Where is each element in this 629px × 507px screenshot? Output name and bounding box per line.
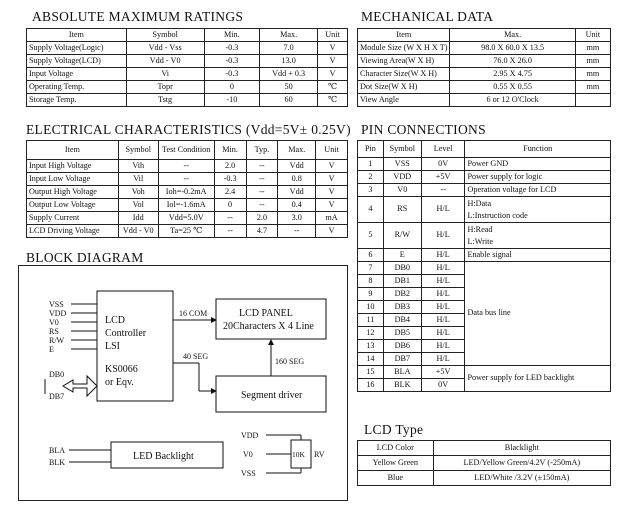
table-cell: V xyxy=(316,173,348,186)
table-cell: V xyxy=(316,186,348,199)
table-cell: Vdd xyxy=(278,160,316,173)
table-row xyxy=(358,171,611,184)
table-row xyxy=(27,160,348,173)
blk-label: BLK xyxy=(49,458,65,467)
table-cell: 16 xyxy=(358,379,384,392)
v0-label: V0 xyxy=(243,450,253,459)
table-cell: LCD Driving Voltage xyxy=(27,225,119,238)
table-cell: 0V xyxy=(421,158,465,171)
table-cell: Min. xyxy=(204,29,260,42)
vss-label: VSS xyxy=(241,469,256,478)
table-cell: 1 xyxy=(358,158,384,171)
table-row xyxy=(358,68,611,81)
table-row xyxy=(27,68,348,81)
table-cell: 11 xyxy=(358,314,384,327)
pins-table xyxy=(357,140,611,392)
table-cell: 2.95 X 4.75 xyxy=(450,68,575,81)
table-cell: Test Condition xyxy=(158,141,214,160)
in-vdd: VDD xyxy=(49,309,67,318)
table-cell: Min. xyxy=(214,141,246,160)
table-cell: DB0 xyxy=(383,262,421,275)
table-cell: -- xyxy=(421,184,465,197)
table-cell: Item xyxy=(27,141,119,160)
table-cell: 10 xyxy=(358,301,384,314)
table-cell: V0 xyxy=(383,184,421,197)
table-row xyxy=(358,184,611,197)
table-cell: Supply Voltage(Logic) xyxy=(27,42,127,55)
pin-function-line: L:Write xyxy=(467,236,494,246)
table-row xyxy=(358,223,611,249)
ctrl-line2: Controller xyxy=(105,328,147,339)
mechanical-table xyxy=(357,28,611,107)
table-cell: 6 xyxy=(358,249,384,262)
lcdtype-table xyxy=(357,440,611,486)
table-cell: V xyxy=(316,160,348,173)
table-cell: Blue xyxy=(358,471,434,486)
table-cell: Symbol xyxy=(118,141,158,160)
pins-title: PIN CONNECTIONS xyxy=(361,122,486,137)
table-cell: V xyxy=(316,225,348,238)
table-cell: Unit xyxy=(316,141,348,160)
table-cell: 15 xyxy=(358,366,384,379)
pot-label: 10K xyxy=(292,450,305,459)
table-cell: 0.4 xyxy=(278,199,316,212)
table-cell: 98.0 X 60.0 X 13.5 xyxy=(450,42,575,55)
table-cell: 2.4 xyxy=(214,186,246,199)
pin-function-line: Power GND xyxy=(467,158,509,168)
table-cell: 3.0 xyxy=(278,212,316,225)
table-cell: DB1 xyxy=(383,275,421,288)
bla-label: BLA xyxy=(49,446,65,455)
table-cell: H/L xyxy=(421,262,465,275)
header-row xyxy=(358,29,611,42)
pin-function xyxy=(465,197,611,223)
table-cell: DB7 xyxy=(383,353,421,366)
header-row xyxy=(27,29,348,42)
table-cell: -10 xyxy=(204,94,260,107)
table-cell: DB6 xyxy=(383,340,421,353)
in-rs: RS xyxy=(49,327,59,336)
table-row xyxy=(27,199,348,212)
table-cell: +5V xyxy=(421,366,465,379)
table-cell: Vol xyxy=(118,199,158,212)
table-cell: Iol=-1.6mA xyxy=(158,199,214,212)
db7-label: DB7 xyxy=(49,392,65,401)
table-cell: DB3 xyxy=(383,301,421,314)
table-cell: -0.3 xyxy=(214,173,246,186)
table-cell: 12 xyxy=(358,327,384,340)
table-cell: Voh xyxy=(118,186,158,199)
table-cell: Item xyxy=(358,29,450,42)
table-cell: H/L xyxy=(421,249,465,262)
table-cell: mA xyxy=(316,212,348,225)
table-cell: H/L xyxy=(421,301,465,314)
table-cell: Storage Temp. xyxy=(27,94,127,107)
in-rw: R/W xyxy=(49,336,65,345)
ks-line2: or Eqv. xyxy=(105,377,134,388)
table-cell: 8 xyxy=(358,275,384,288)
table-cell: 0 xyxy=(204,81,260,94)
table-cell: DB4 xyxy=(383,314,421,327)
table-cell: 13 xyxy=(358,340,384,353)
pin-function xyxy=(465,171,611,184)
pin-function-line: H:Read xyxy=(467,224,493,234)
table-cell: 0 xyxy=(214,199,246,212)
table-cell: 9 xyxy=(358,288,384,301)
table-cell: E xyxy=(383,249,421,262)
table-cell: Vih xyxy=(118,160,158,173)
table-cell: 0V xyxy=(421,379,465,392)
table-cell: Vdd + 0.3 xyxy=(260,68,318,81)
pin-function-line: L:Instruction code xyxy=(467,210,528,220)
pin-function xyxy=(465,249,611,262)
table-row xyxy=(358,456,611,471)
table-cell: VSS xyxy=(383,158,421,171)
table-cell: Vdd=5.0V xyxy=(158,212,214,225)
table-cell: 4.7 xyxy=(246,225,278,238)
header-row xyxy=(358,141,611,158)
table-cell: -- xyxy=(278,225,316,238)
table-cell: Supply Voltage(LCD) xyxy=(27,55,127,68)
table-cell: Max. xyxy=(278,141,316,160)
table-cell: Function xyxy=(465,141,611,158)
rv-label: RV xyxy=(314,450,325,459)
table-cell: Output High Voltage xyxy=(27,186,119,199)
table-cell: -- xyxy=(246,199,278,212)
table-cell: V xyxy=(318,55,348,68)
ctrl-line1: LCD xyxy=(105,315,125,326)
block-diagram-svg xyxy=(19,266,349,502)
backlight-label: LED Backlight xyxy=(133,451,194,462)
table-cell: DB2 xyxy=(383,288,421,301)
table-cell: 2.0 xyxy=(246,212,278,225)
table-cell: 13.0 xyxy=(260,55,318,68)
mechanical-title: MECHANICAL DATA xyxy=(361,9,494,24)
seg160-label: 160 SEG xyxy=(275,357,305,366)
table-row xyxy=(358,366,611,379)
table-cell: -0.3 xyxy=(204,55,260,68)
vdd-label: VDD xyxy=(241,431,259,440)
ctrl-line3: LSI xyxy=(105,341,120,352)
table-cell: LED/Yellow Green/4.2V (-250mA) xyxy=(433,456,610,471)
table-cell: Vil xyxy=(118,173,158,186)
table-cell: Operating Temp. xyxy=(27,81,127,94)
table-cell: -- xyxy=(214,212,246,225)
segdriver-label: Segment driver xyxy=(241,390,303,401)
table-row xyxy=(27,212,348,225)
table-cell: Input High Voltage xyxy=(27,160,119,173)
table-cell: 76.0 X 26.0 xyxy=(450,55,575,68)
table-cell: Idd xyxy=(118,212,158,225)
table-cell: -0.3 xyxy=(204,68,260,81)
electrical-table xyxy=(26,140,348,238)
pin-function xyxy=(465,223,611,249)
table-cell: Topr xyxy=(126,81,204,94)
table-cell: 50 xyxy=(260,81,318,94)
table-cell: Power supply for LED backlight xyxy=(465,366,611,392)
table-cell: 0.55 X 0.55 xyxy=(450,81,575,94)
absolute-ratings-table xyxy=(26,28,348,107)
pin-function xyxy=(465,158,611,171)
table-cell: 5 xyxy=(358,223,384,249)
table-row xyxy=(27,173,348,186)
table-cell: DB5 xyxy=(383,327,421,340)
table-cell: -- xyxy=(158,160,214,173)
pin-function xyxy=(465,184,611,197)
table-cell: mm xyxy=(575,68,610,81)
table-cell: Unit xyxy=(318,29,348,42)
table-cell: Character Size(W X H) xyxy=(358,68,450,81)
table-cell: Dot Size(W X H) xyxy=(358,81,450,94)
table-cell: -- xyxy=(246,186,278,199)
table-cell: V xyxy=(318,68,348,81)
table-row xyxy=(358,197,611,223)
table-cell: 2 xyxy=(358,171,384,184)
ks-line1: KS0066 xyxy=(105,364,138,375)
table-cell: 14 xyxy=(358,353,384,366)
table-cell: LCD Color xyxy=(358,441,434,456)
pin-function-line: Power supply for logic xyxy=(467,171,543,181)
table-cell: R/W xyxy=(383,223,421,249)
table-cell: Symbol xyxy=(126,29,204,42)
table-cell: Supply Current xyxy=(27,212,119,225)
table-cell: H/L xyxy=(421,275,465,288)
table-row xyxy=(358,471,611,486)
in-vss: VSS xyxy=(49,300,64,309)
table-row xyxy=(358,262,611,275)
table-cell: mm xyxy=(575,55,610,68)
panel-line2: 20Characters X 4 Line xyxy=(223,321,314,332)
table-cell: +5V xyxy=(421,171,465,184)
table-cell: H/L xyxy=(421,353,465,366)
table-cell: Symbol xyxy=(383,141,421,158)
table-cell: Viewing Area(W X H) xyxy=(358,55,450,68)
seg40-label: 40 SEG xyxy=(183,352,209,361)
table-cell: -- xyxy=(246,160,278,173)
electrical-title: ELECTRICAL CHARACTERISTICS (Vdd=5V± 0.25V) xyxy=(26,122,351,137)
table-cell: Vdd - Vss xyxy=(126,42,204,55)
table-row xyxy=(358,94,611,107)
table-cell: Max. xyxy=(450,29,575,42)
table-cell: Tstg xyxy=(126,94,204,107)
table-row xyxy=(358,158,611,171)
table-cell: BLA xyxy=(383,366,421,379)
table-row xyxy=(27,94,348,107)
table-cell: H/L xyxy=(421,340,465,353)
table-cell: 6 or 12 O'Clock xyxy=(450,94,575,107)
table-row xyxy=(358,249,611,262)
table-cell: 2.0 xyxy=(214,160,246,173)
table-cell: BLK xyxy=(383,379,421,392)
table-cell: Typ. xyxy=(246,141,278,160)
table-cell: Max. xyxy=(260,29,318,42)
table-cell: mm xyxy=(575,42,610,55)
table-cell: -- xyxy=(214,225,246,238)
in-v0: V0 xyxy=(49,318,59,327)
table-cell: H/L xyxy=(421,197,465,223)
table-cell: -- xyxy=(246,173,278,186)
table-row xyxy=(27,186,348,199)
table-cell: 60 xyxy=(260,94,318,107)
com-label: 16 COM xyxy=(179,309,208,318)
header-row xyxy=(27,141,348,160)
table-cell: mm xyxy=(575,81,610,94)
table-cell: 0.8 xyxy=(278,173,316,186)
table-cell: ℃ xyxy=(318,81,348,94)
table-cell: VDD xyxy=(383,171,421,184)
lcd-panel-box xyxy=(216,299,326,339)
table-cell: LED/White /3.2V (±150mA) xyxy=(433,471,610,486)
table-cell: -- xyxy=(158,173,214,186)
table-cell: Module Size (W X H X T) xyxy=(358,42,450,55)
table-cell: Vi xyxy=(126,68,204,81)
db0-label: DB0 xyxy=(49,370,65,379)
table-cell: Input Voltage xyxy=(27,68,127,81)
table-cell: Unit xyxy=(575,29,610,42)
table-row xyxy=(27,225,348,238)
table-row xyxy=(27,42,348,55)
table-cell: Input Low Voltage xyxy=(27,173,119,186)
table-cell: ℃ xyxy=(318,94,348,107)
table-cell xyxy=(575,94,610,107)
panel-line1: LCD PANEL xyxy=(239,308,293,319)
table-cell: H/L xyxy=(421,314,465,327)
table-cell: Blacklight xyxy=(433,441,610,456)
table-cell: 3 xyxy=(358,184,384,197)
pin-function-line: Enable signal xyxy=(467,249,512,259)
table-cell: V xyxy=(316,199,348,212)
table-cell: Vdd xyxy=(278,186,316,199)
table-cell: 7 xyxy=(358,262,384,275)
table-row xyxy=(358,81,611,94)
table-cell: -0.3 xyxy=(204,42,260,55)
table-cell: Pin xyxy=(358,141,384,158)
block-title: BLOCK DIAGRAM xyxy=(26,250,144,265)
table-cell: 7.0 xyxy=(260,42,318,55)
absolute-title: ABSOLUTE MAXIMUM RATINGS xyxy=(32,9,244,24)
in-e: E xyxy=(49,345,54,354)
table-cell: H/L xyxy=(421,288,465,301)
table-cell: 4 xyxy=(358,197,384,223)
table-cell: Item xyxy=(27,29,127,42)
table-cell: Vdd - V0 xyxy=(118,225,158,238)
header-row xyxy=(358,441,611,456)
table-row xyxy=(27,81,348,94)
table-row xyxy=(358,42,611,55)
lcdtype-title: LCD Type xyxy=(364,422,424,437)
table-row xyxy=(27,55,348,68)
table-cell: Output Low Voltage xyxy=(27,199,119,212)
table-cell: View Angle xyxy=(358,94,450,107)
table-cell: H/L xyxy=(421,327,465,340)
pin-function-line: Operation voltage for LCD xyxy=(467,184,557,194)
table-cell: V xyxy=(318,42,348,55)
db-bus-arrow xyxy=(63,376,97,396)
table-cell: H/L xyxy=(421,223,465,249)
table-cell: Yellow Green xyxy=(358,456,434,471)
table-cell: Ta=25 ℃ xyxy=(158,225,214,238)
table-cell: Data bus line xyxy=(465,262,611,366)
table-row xyxy=(358,55,611,68)
table-cell: Ioh=-0.2mA xyxy=(158,186,214,199)
pin-function-line: H:Data xyxy=(467,198,492,208)
table-cell: Level xyxy=(421,141,465,158)
table-cell: Vdd - V0 xyxy=(126,55,204,68)
table-cell: RS xyxy=(383,197,421,223)
block-diagram xyxy=(18,265,348,501)
